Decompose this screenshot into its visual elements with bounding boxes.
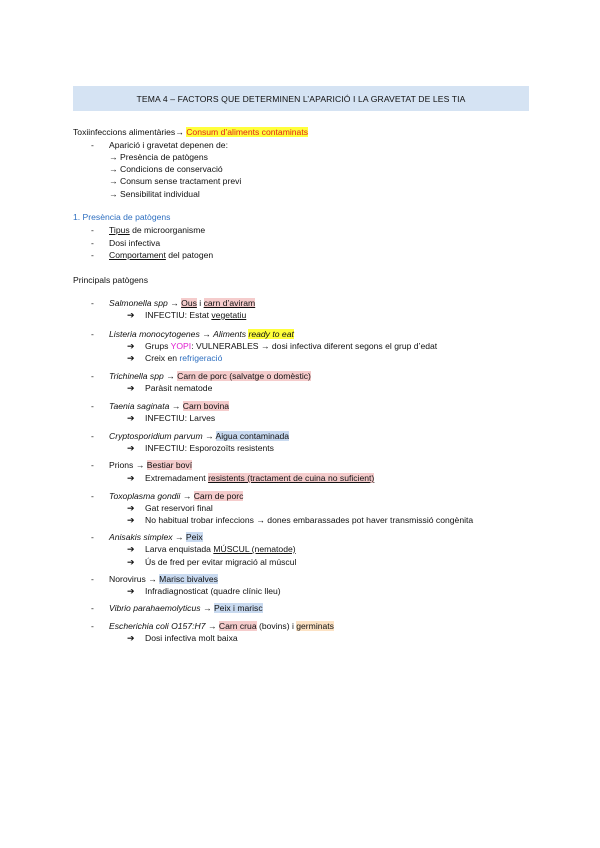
norovirus-detail: Infradiagnosticat (quadre clínic lleu) bbox=[145, 586, 281, 596]
bullet-dash: - bbox=[91, 621, 94, 631]
listeria-detail: Grups YOPI: VULNERABLES → dosi infectiva diferent segons el grup d’edat bbox=[145, 341, 438, 351]
toxoplasma-detail: No habitual trobar infeccions → dones embarassades pot haver transmissió congènita bbox=[145, 515, 474, 525]
bullet-dash: - bbox=[91, 298, 94, 308]
pathogen-trichinella: Trichinella spp → Carn de porc (salvatge o domèstic) bbox=[109, 371, 311, 381]
pathogen-prions: Prions → Bestiar boví bbox=[109, 460, 193, 470]
bullet-dash: - bbox=[91, 250, 94, 260]
pathogen-listeria: Listeria monocytogenes → Aliments ready to eat bbox=[109, 329, 294, 339]
pathogen-anisakis: Anisakis simplex → Peix bbox=[109, 532, 203, 542]
intro-line bbox=[73, 127, 308, 138]
anisakis-detail: Ús de fred per evitar migració al múscul bbox=[145, 557, 297, 567]
crypto-detail: INFECTIU: Esporozoïts resistents bbox=[145, 443, 274, 453]
arrow-bullet-icon: ➔ bbox=[127, 633, 135, 643]
bullet-dash: - bbox=[91, 140, 94, 150]
pathogen-ecoli: Escherichia coli O157:H7 → Carn crua (bovins) i germinats bbox=[109, 621, 334, 631]
arrow-bullet-icon: ➔ bbox=[127, 383, 135, 393]
bullet-dash: - bbox=[91, 431, 94, 441]
arrow-bullet-icon: ➔ bbox=[127, 586, 135, 596]
intro-item: → Sensibilitat individual bbox=[109, 189, 200, 199]
pathogens-heading: Principals patògens bbox=[73, 275, 149, 285]
bullet-dash: - bbox=[91, 329, 94, 339]
section1-heading: 1. Presència de patògens bbox=[73, 212, 171, 222]
pathogen-norovirus: Norovirus → Marisc bivalves bbox=[109, 574, 218, 584]
salmonella-detail: INFECTIU: Estat vegetatiu bbox=[145, 310, 247, 320]
arrow-bullet-icon: ➔ bbox=[127, 310, 135, 320]
bullet-dash: - bbox=[91, 371, 94, 381]
arrow-bullet-icon: ➔ bbox=[127, 503, 135, 513]
anisakis-detail: Larva enquistada MÚSCUL (nematode) bbox=[145, 544, 296, 554]
ecoli-detail: Dosi infectiva molt baixa bbox=[145, 633, 238, 643]
intro-item: → Condicions de conservació bbox=[109, 164, 223, 174]
arrow-bullet-icon: ➔ bbox=[127, 557, 135, 567]
listeria-detail: Creix en refrigeració bbox=[145, 353, 223, 363]
toxoplasma-detail: Gat reservori final bbox=[145, 503, 213, 513]
arrow-bullet-icon: ➔ bbox=[127, 515, 135, 525]
title-box bbox=[73, 86, 529, 111]
pathogen-taenia: Taenia saginata → Carn bovina bbox=[109, 401, 230, 411]
arrow-bullet-icon: ➔ bbox=[127, 443, 135, 453]
prions-detail: Extremadament resistents (tractament de cuina no suficient) bbox=[145, 473, 375, 483]
bullet-dash: - bbox=[91, 491, 94, 501]
section1-item: Comportament del patogen bbox=[109, 250, 214, 260]
intro-item: → Consum sense tractament previ bbox=[109, 176, 242, 186]
intro-highlight: Consum d’aliments contaminats bbox=[186, 127, 309, 137]
bullet-dash: - bbox=[91, 401, 94, 411]
pathogen-salmonella: Salmonella spp → Ous i carn d’aviram bbox=[109, 298, 256, 308]
section1-item: Dosi infectiva bbox=[109, 238, 161, 248]
bullet-dash: - bbox=[91, 460, 94, 470]
bullet-dash: - bbox=[91, 238, 94, 248]
bullet-dash: - bbox=[91, 225, 94, 235]
pathogen-vibrio: Vibrio parahaemolyticus → Peix i marisc bbox=[109, 603, 263, 613]
page-title: TEMA 4 – FACTORS QUE DETERMINEN L’APARICIÓ I LA GRAVETAT DE LES TIA bbox=[136, 93, 466, 104]
pathogen-crypto: Cryptosporidium parvum → Aigua contaminada bbox=[109, 431, 290, 441]
pathogen-toxoplasma: Toxoplasma gondii → Carn de porc bbox=[109, 491, 244, 501]
arrow-bullet-icon: ➔ bbox=[127, 353, 135, 363]
arrow-bullet-icon: ➔ bbox=[127, 544, 135, 554]
arrow-bullet-icon: ➔ bbox=[127, 341, 135, 351]
intro-label: Toxiinfeccions alimentàries→ bbox=[73, 127, 187, 137]
intro-item: → Presència de patògens bbox=[109, 152, 208, 162]
trichinella-detail: Paràsit nematode bbox=[145, 383, 213, 393]
section1-item: Tipus de microorganisme bbox=[109, 225, 206, 235]
bullet-dash: - bbox=[91, 603, 94, 613]
intro-bullet: Aparició i gravetat depenen de: bbox=[109, 140, 228, 150]
arrow-bullet-icon: ➔ bbox=[127, 473, 135, 483]
arrow-bullet-icon: ➔ bbox=[127, 413, 135, 423]
bullet-dash: - bbox=[91, 532, 94, 542]
bullet-dash: - bbox=[91, 574, 94, 584]
taenia-detail: INFECTIU: Larves bbox=[145, 413, 216, 423]
